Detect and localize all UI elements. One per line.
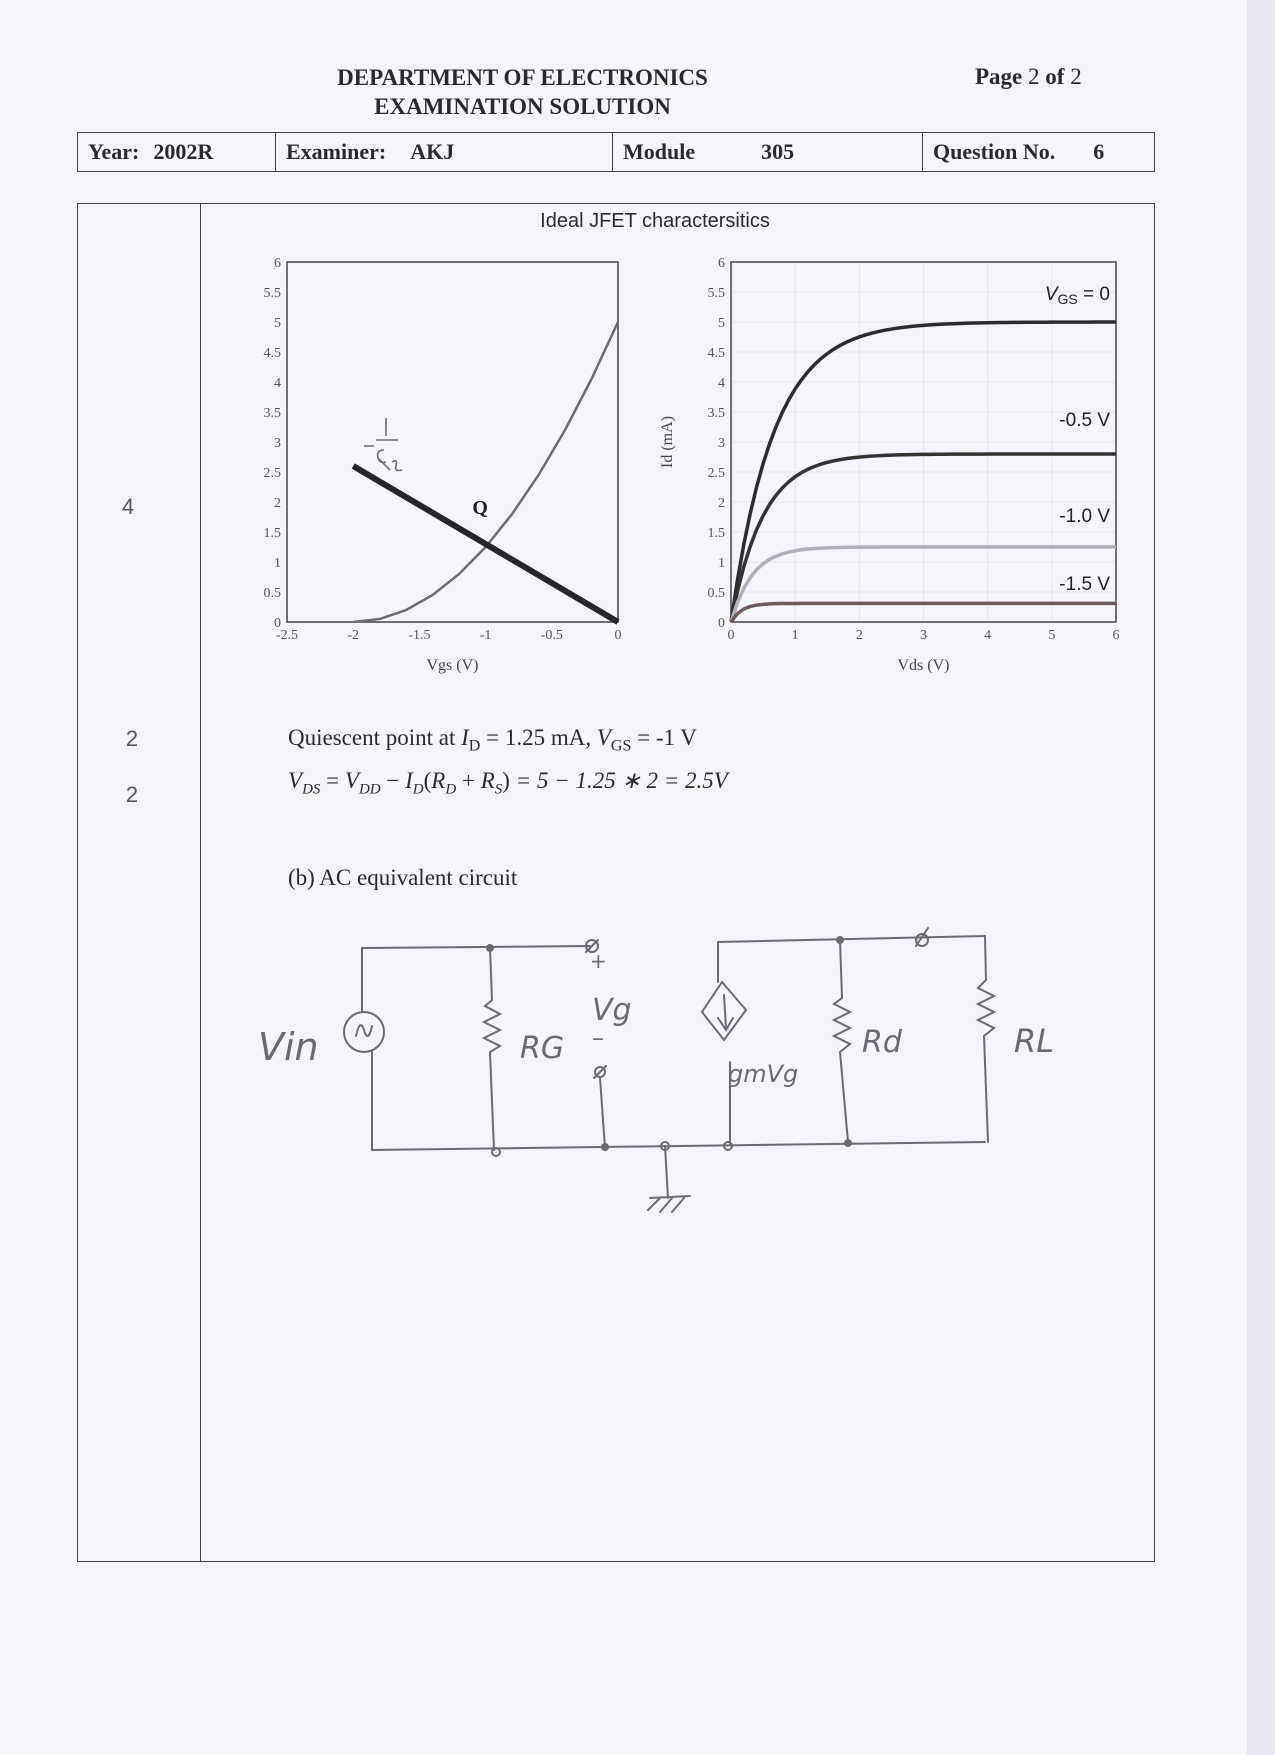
wire-source-left (362, 948, 372, 1150)
right-ytick-label: 4 (718, 376, 725, 391)
left-xtick-label: -1 (479, 628, 492, 643)
left-ytick-label: 6 (274, 256, 281, 271)
right-ytick-label: 4.5 (707, 346, 725, 361)
right-xtick-label: 0 (727, 628, 735, 643)
wire-current-source (718, 942, 730, 1144)
left-xlabel: Vgs (V) (426, 657, 479, 674)
examiner-cell: Examiner: AKJ (276, 133, 613, 171)
svg-text:+: + (590, 949, 607, 973)
left-ytick-label: 2 (274, 496, 281, 511)
curve-label: -1.0 V (1059, 506, 1110, 527)
rg-label: RG (520, 1031, 565, 1066)
part-b-heading: (b) AC equivalent circuit (288, 865, 518, 890)
vds-equation: $V_{DS} = V_{DD} - I_D(R_D + R_S) = 5 - 1.25$ ∗ 2 = 2.5V (288, 768, 728, 798)
left-ytick-label: 5.5 (263, 286, 281, 301)
left-ytick-label: 4 (274, 376, 281, 391)
right-ytick-label: 0.5 (707, 586, 725, 601)
mark-2b: 2 (125, 782, 139, 807)
left-ytick-label: 0.5 (263, 586, 281, 601)
right-xtick-label: 1 (791, 628, 799, 643)
right-xtick-label: 5 (1048, 628, 1056, 643)
left-xtick-label: 0 (614, 628, 622, 643)
right-ytick-label: 3 (718, 436, 725, 451)
exam-subtitle: EXAMINATION SOLUTION (374, 94, 671, 119)
rd-label: Rd (862, 1025, 902, 1060)
left-ytick-label: 4.5 (263, 346, 281, 361)
mark-4: 4 (121, 494, 135, 519)
year-cell: Year: 2002R (78, 133, 276, 171)
curve-label: -0.5 V (1059, 410, 1110, 431)
right-xlabel: Vds (V) (897, 657, 950, 674)
mark-2a: 2 (125, 726, 139, 751)
department-title: DEPARTMENT OF ELECTRONICS (337, 65, 708, 90)
curve-label: -1.5 V (1059, 574, 1110, 595)
right-xtick-label: 2 (855, 628, 863, 643)
left-ytick-label: 3 (274, 436, 281, 451)
rd-resistor (834, 940, 850, 1142)
left-ytick-label: 2.5 (263, 466, 281, 481)
question-cell: Question No. 6 (933, 139, 1105, 164)
right-ytick-label: 2.5 (707, 466, 725, 481)
left-ytick-label: 1.5 (263, 526, 281, 541)
curve-label: $V_{GS} = 0$ (1044, 284, 1110, 307)
left-xtick-label: -0.5 (540, 628, 563, 643)
rg-resistor (484, 948, 500, 1150)
gm-label: gmVg (728, 1060, 799, 1088)
svg-text:–: – (592, 1024, 604, 1052)
module-cell: Module 305 (613, 133, 923, 171)
right-xtick-label: 4 (984, 628, 992, 643)
right-ytick-label: 1 (718, 556, 725, 571)
left-ytick-label: 5 (274, 316, 281, 331)
right-ytick-label: 1.5 (707, 526, 725, 541)
right-ytick-label: 2 (718, 496, 725, 511)
wire-bottom (372, 1142, 985, 1150)
chart-title: Ideal JFET charactersitics (540, 210, 770, 232)
right-xtick-label: 3 (920, 628, 927, 643)
wire-top-left (362, 946, 590, 948)
ground-symbol (648, 1146, 690, 1212)
right-ytick-label: 0 (718, 616, 725, 631)
wire-top-right (718, 936, 985, 942)
right-ytick-label: 6 (718, 256, 725, 271)
right-ylabel: Id (mA) (659, 416, 676, 468)
left-ytick-label: 0 (274, 616, 281, 631)
right-ytick-label: 5.5 (707, 286, 725, 301)
rl-resistor (978, 936, 994, 1142)
vg-label: Vg (592, 993, 632, 1028)
left-xtick-label: -1.5 (408, 628, 431, 643)
left-xtick-label: -2 (347, 628, 360, 643)
right-xtick-label: 6 (1112, 628, 1120, 643)
left-ytick-label: 3.5 (263, 406, 281, 421)
right-ytick-label: 3.5 (707, 406, 725, 421)
quiescent-line: Quiescent point at $I_D = 1.25$ mA, $V_{GS} = -1$ V (288, 725, 697, 755)
q-point-label: Q (472, 497, 488, 519)
left-xtick-label: -2.5 (275, 628, 299, 643)
right-ytick-label: 5 (718, 316, 725, 331)
rl-label: RL (1014, 1022, 1055, 1060)
vin-label: Vin (258, 1025, 319, 1069)
page-number: Page 2 of 2 (975, 64, 1082, 89)
left-ytick-label: 1 (274, 556, 281, 571)
